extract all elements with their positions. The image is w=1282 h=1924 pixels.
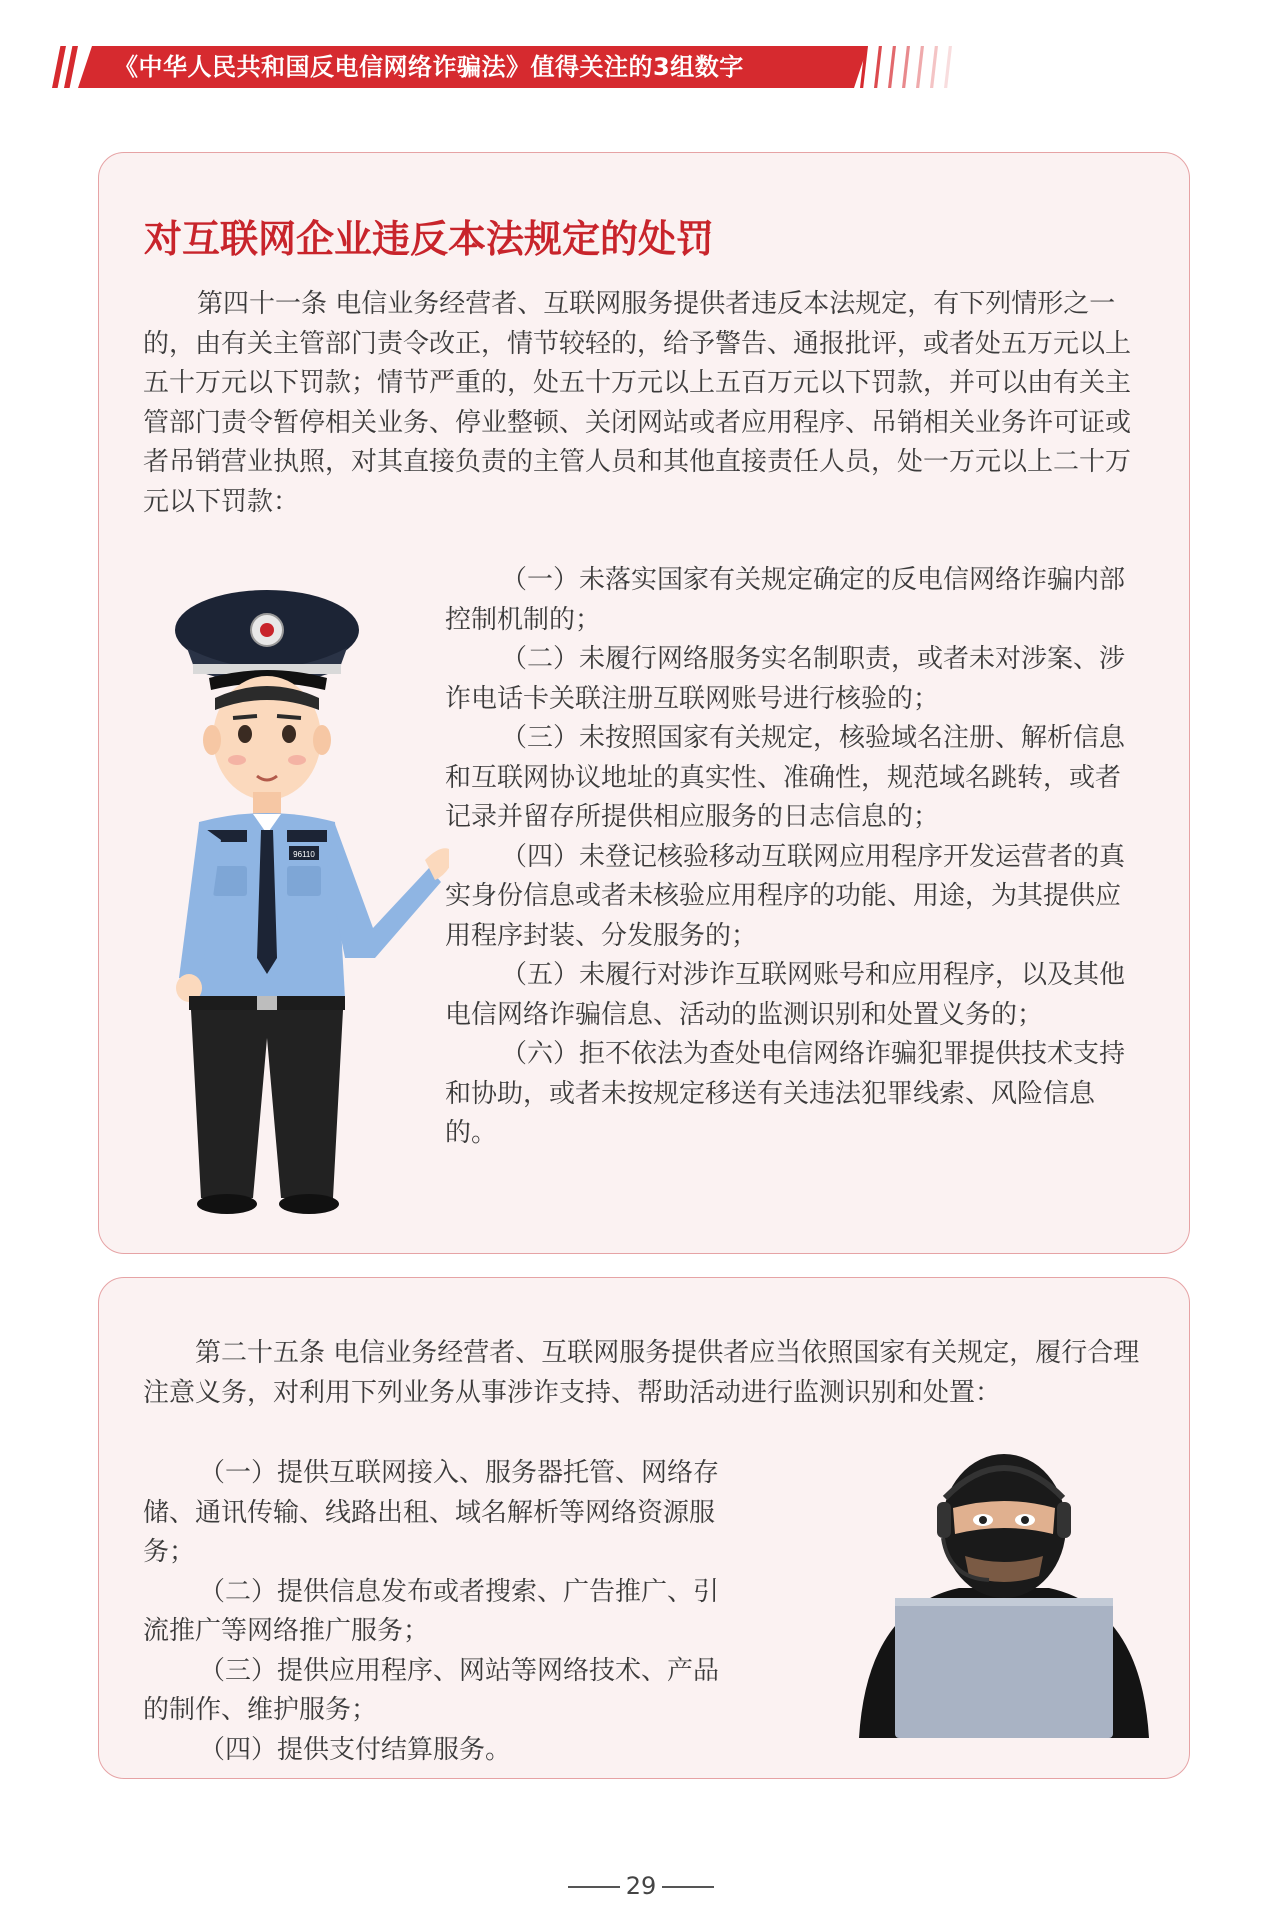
list-item: （三）提供应用程序、网站等网络技术、产品的制作、维护服务； (143, 1655, 720, 1725)
police-officer-illustration (149, 578, 449, 1218)
header-banner (52, 46, 922, 88)
list-item: （二）未履行网络服务实名制职责，或者未对涉案、涉诈电话卡关联注册互联网账号进行核验的； (445, 644, 1126, 714)
list-item: （四）提供支付结算服务。 (199, 1734, 512, 1765)
banner-slash-decoration (64, 46, 78, 88)
list-item: （四）未登记核验移动互联网应用程序开发运营者的真实身份信息或者未核验应用程序的功能、用途，为其提供应用程序封装、分发服务的； (445, 841, 1126, 951)
badge-number: 96110 (293, 850, 315, 859)
header-title: 《中华人民共和国反电信网络诈骗法》值得关注的3组数字 (114, 53, 744, 81)
list-item: （三）未按照国家有关规定，核验域名注册、解析信息和互联网协议地址的真实性、准确性，规范域名跳转，或者记录并留存所提供相应服务的日志信息的； (445, 723, 1126, 832)
section-heading: 对互联网企业违反本法规定的处罚 (144, 217, 715, 261)
list-item: （二）提供信息发布或者搜索、广告推广、引流推广等网络推广服务； (143, 1576, 720, 1646)
penalty-section-panel (98, 152, 1190, 1254)
penalty-conditions-list (445, 561, 1145, 1154)
footer-line (662, 1886, 714, 1888)
list-item: （一）提供互联网接入、服务器托管、网络存储、通讯传输、线路出租、域名解析等网络资源服务； (143, 1458, 720, 1567)
list-item: （六）拒不依法为查处电信网络诈骗犯罪提供技术支持和协助，或者未按规定移送有关违法犯罪线索、风险信息的。 (445, 1039, 1126, 1148)
page-footer (0, 1872, 1282, 1900)
footer-line (568, 1886, 620, 1888)
list-item: （五）未履行对涉诈互联网账号和应用程序，以及其他电信网络诈骗信息、活动的监测识别和处置义务的； (445, 960, 1126, 1030)
article-41-text: 第四十一条 电信业务经营者、互联网服务提供者违反本法规定，有下列情形之一的，由有关主管部门责令改正，情节较轻的，给予警告、通报批评，或者处五万元以上五十万元以下罚款；情节严重的，处五十万元以上五百万元以下罚款，并可以由有关主管部门责令暂停相关业务、停业整顿、关闭网站或者应用程序、吊销相关业务许可证或者吊销营业执照，对其直接负责的主管人员和其他直接责任人员，处一万元以上二十万元以下罚款： (143, 289, 1132, 517)
banner-slash-decoration (52, 46, 66, 88)
hacker-illustration (849, 1438, 1159, 1738)
list-item: （一）未落实国家有关规定确定的反电信网络诈骗内部控制机制的； (445, 565, 1126, 635)
duty-section-panel (98, 1277, 1190, 1779)
monitored-services-list (143, 1454, 743, 1770)
page-number: 29 (625, 1872, 657, 1900)
article-25-text: 第二十五条 电信业务经营者、互联网服务提供者应当依照国家有关规定，履行合理注意义务，对利用下列业务从事涉诈支持、帮助活动进行监测识别和处置： (143, 1338, 1140, 1408)
banner-stripes-decoration (860, 46, 970, 88)
